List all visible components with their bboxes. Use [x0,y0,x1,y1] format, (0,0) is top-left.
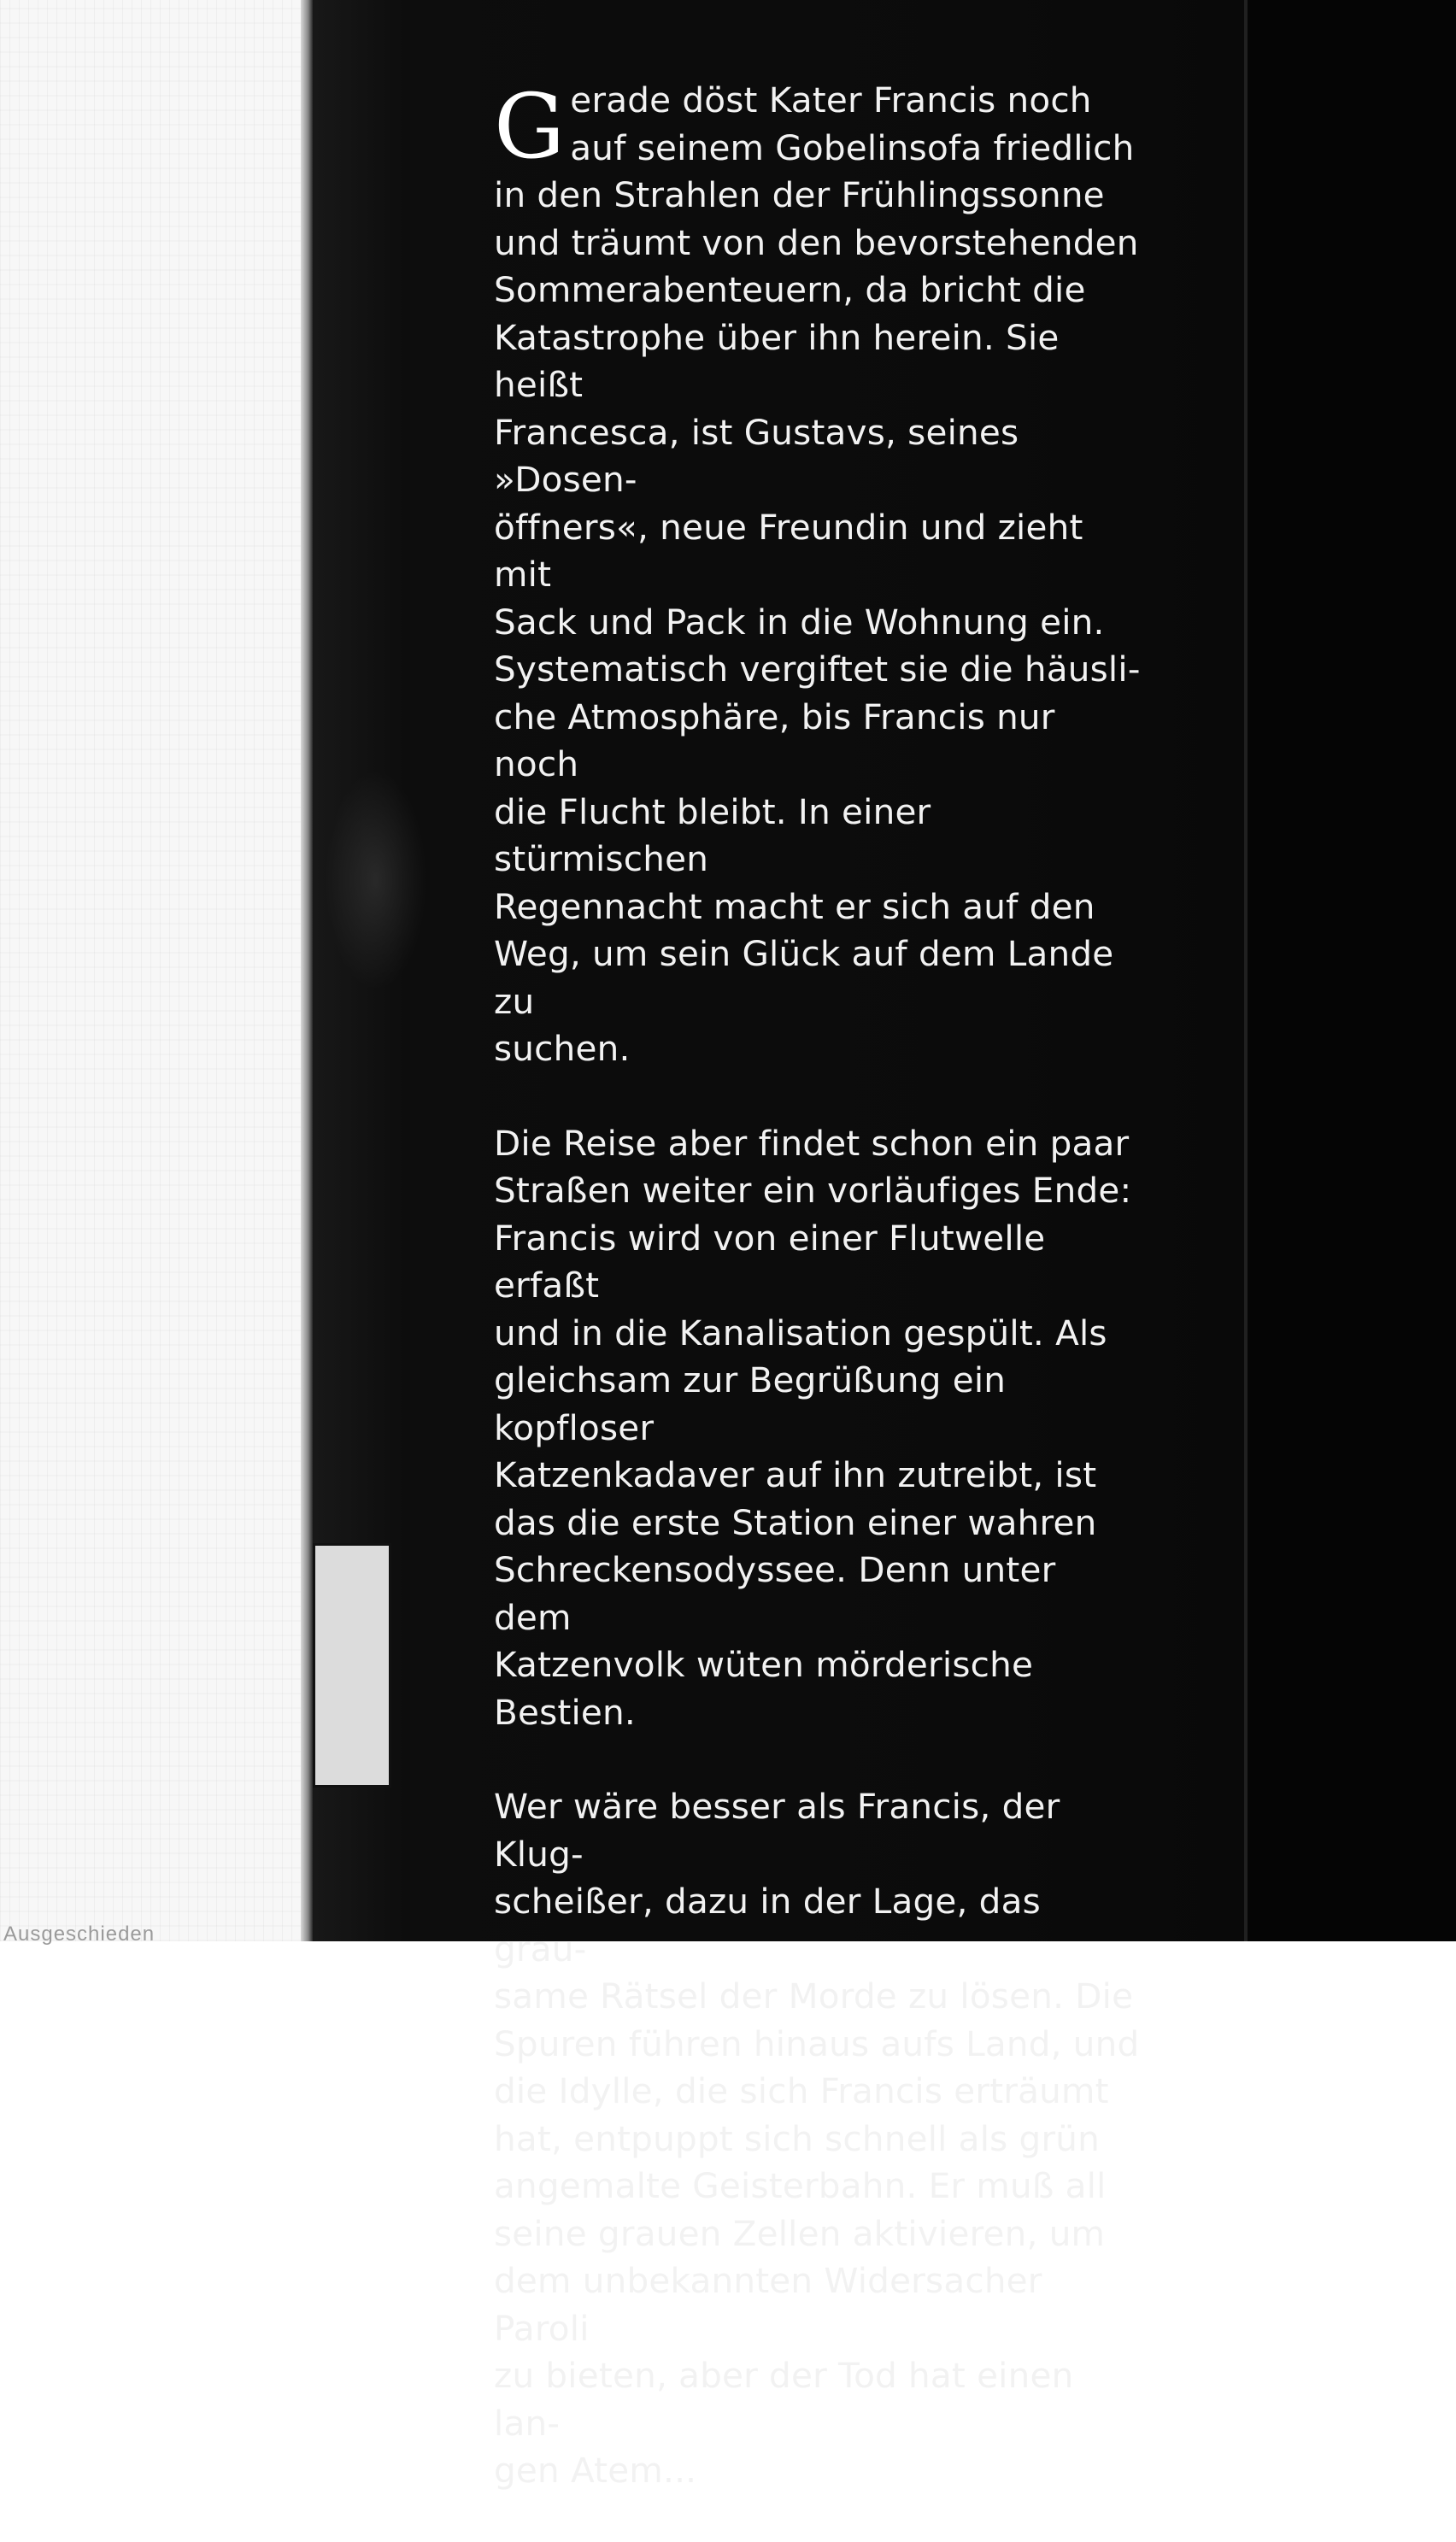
blurb-paragraph-3: Wer wäre besser als Francis, der Klug- scheißer, dazu in der Lage, das grau- same Rätsel der Morde zu lösen. Die Spuren führen hinaus aufs Land, und die Idylle, die sich Francis erträumt hat, entpuppt sich schnell als grün angemalte Geisterbahn. Er muß all seine grauen Zellen aktivieren, um dem unbekannten Widersacher Paroli zu bieten, aber der Tod hat einen lan- gen Atem... [494,1786,1140,2491]
blurb-paragraph-1-text: erade döst Kater Francis noch auf seinem Gobelinsofa friedlich in den Strahlen der Frühlingssonne und träumt von den bevorstehenden Sommerabenteuern, da bricht die Katastrophe über ihn herein. Sie heißt Francesca, ist Gustavs, seines »Dosen- öffners«, neue Freundin und zieht mit Sack und Pack in die Wohnung ein. Systematisch vergiftet sie die häusli- che Atmosphäre, bis Francis nur noch die Flucht bleibt. In einer stürmischen Regennacht macht er sich auf den Weg, um sein Glück auf dem Lande zu suchen. [494,79,1141,1069]
library-barcode-label [313,1543,391,1788]
white-paper-background [0,0,316,1941]
paper-edge-shadow [301,0,313,1941]
blurb-text [494,74,1143,2542]
blurb-paragraph-1 [494,74,1143,1073]
cover-right-panel [1248,0,1456,1941]
blurb-paragraph-2: Die Reise aber findet schon ein paar Straßen weiter ein vorläufiges Ende: Francis wird von einer Flutwelle erfaßt und in die Kanalisation gespült. Als gleichsam zur Begrüßung ein kopfloser Katzenkadaver auf ihn zutreibt, ist das die erste Station einer wahren Schreckensodyssee. Denn unter dem Katzenvolk wüten mörderische Bestien. [494,1122,1132,1733]
library-stamp-fragment: Ausgeschieden [3,1923,156,1946]
cover-gloss-reflection [325,769,427,991]
drop-cap-letter: G [494,74,566,179]
